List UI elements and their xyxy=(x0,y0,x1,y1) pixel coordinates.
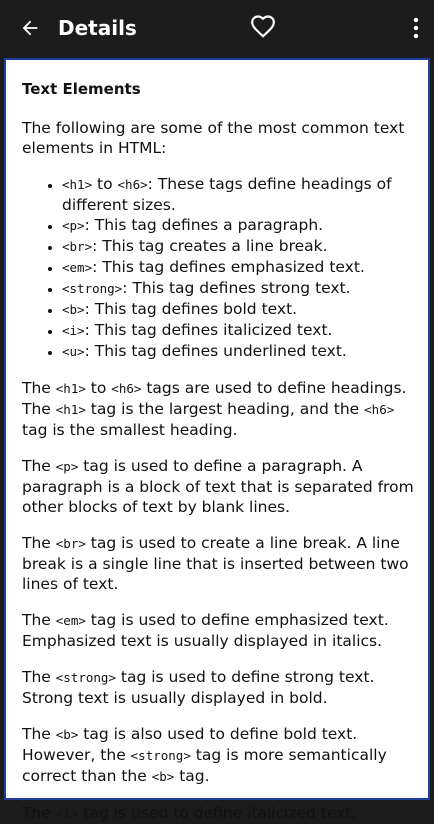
list-item: • <strong>: This tag defines strong text. xyxy=(62,278,414,299)
back-arrow-icon[interactable] xyxy=(18,16,42,40)
list-item: • <i>: This tag defines italicized text. xyxy=(62,320,414,341)
list-item: • <u>: This tag defines underlined text. xyxy=(62,341,414,362)
paragraph-paragraph: The <p> tag is used to define a paragraph. A paragraph is a block of text that is separated from other blocks of text by blank lines. xyxy=(22,457,414,516)
section-title: Text Elements xyxy=(22,80,141,98)
text-elements-list xyxy=(22,174,414,362)
favorite-heart-icon[interactable] xyxy=(250,14,276,40)
list-item: • <p>: This tag defines a paragraph. xyxy=(62,215,414,236)
list-item: • <b>: This tag defines bold text. xyxy=(62,299,414,320)
strong-paragraph: The <strong> tag is used to define strong text. Strong text is usually displayed in bold. xyxy=(22,668,375,707)
page-title: Details xyxy=(58,16,137,40)
intro-paragraph: The following are some of the most common text elements in HTML: xyxy=(22,119,405,157)
list-item: • <h1> to <h6>: These tags define headings of different sizes. xyxy=(62,174,414,215)
details-content xyxy=(6,60,428,824)
headings-paragraph: The <h1> to <h6> tags are used to define headings. The <h1> tag is the largest heading, and the <h6> tag is the smallest heading. xyxy=(22,379,407,439)
bold-paragraph: The <b> tag is also used to define bold text. However, the <strong> tag is more semantically correct than the <b> tag. xyxy=(22,725,387,785)
app-bar xyxy=(0,0,434,56)
list-item: • <em>: This tag defines emphasized text. xyxy=(62,257,414,278)
linebreak-paragraph: The <br> tag is used to create a line break. A line break is a single line that is inserted between two lines of text. xyxy=(22,534,409,593)
list-item: • <br>: This tag creates a line break. xyxy=(62,236,414,257)
emphasis-paragraph: The <em> tag is used to define emphasized text. Emphasized text is usually displayed in italics. xyxy=(22,611,389,650)
italic-paragraph: The <i> tag is used to define italicized text. xyxy=(22,804,357,822)
more-options-icon[interactable] xyxy=(410,16,422,40)
content-card xyxy=(4,58,430,822)
